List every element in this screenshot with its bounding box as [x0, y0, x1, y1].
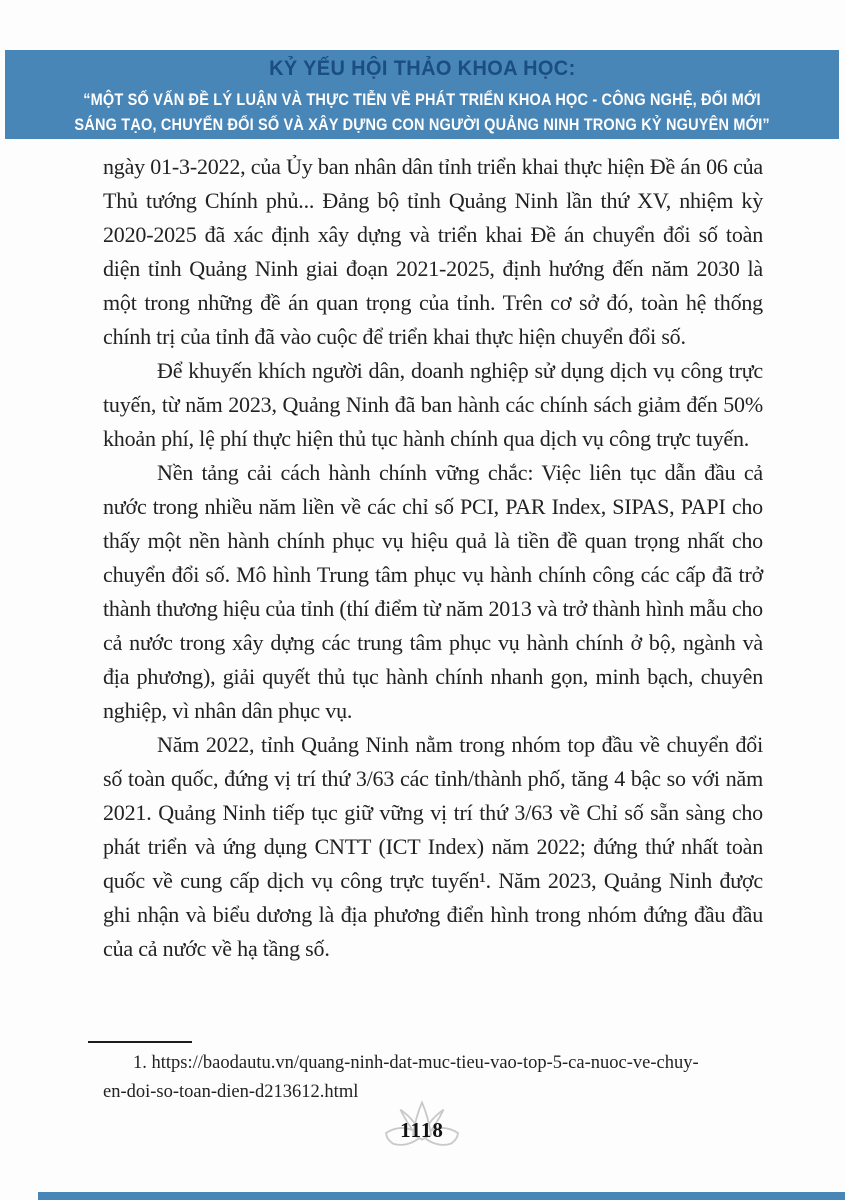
paragraph: Nền tảng cải cách hành chính vững chắc: Việc liên tục dẫn đầu cả nước trong nhiều năm liền về các chỉ số PCI, PAR Index, SIPAS, PAPI cho thấy một nền hành chính phục vụ hiệu quả là tiền đề quan trọng nhất cho chuyển đổi số. Mô hình Trung tâm phục vụ hành chính công các cấp đã trở thành thương hiệu của tỉnh (thí điểm từ năm 2013 và trở thành hình mẫu cho cả nước trong xây dựng các trung tâm phục vụ hành chính ở bộ, ngành và địa phương), giải quyết thủ tục hành chính nhanh gọn, minh bạch, chuyên nghiệp, vì nhân dân phục vụ.: [103, 460, 763, 723]
footnote-url-line1: 1. https://baodautu.vn/quang-ninh-dat-muc-tieu-vao-top-5-ca-nuoc-ve-chuy-: [133, 1053, 699, 1073]
page-number: 1118: [400, 1118, 444, 1142]
paragraph-continuation: ngày 01-3-2022, của Ủy ban nhân dân tỉnh triển khai thực hiện Đề án 06 của Thủ tướng Chính phủ... Đảng bộ tỉnh Quảng Ninh lần thứ XV, nhiệm kỳ 2020-2025 đã xác định xây dựng và triển khai Đề án chuyển đổi số toàn diện tỉnh Quảng Ninh giai đoạn 2021-2025, định hướng đến năm 2030 là một trong những đề án quan trọng của tỉnh. Trên cơ sở đó, toàn hệ thống chính trị của tỉnh đã vào cuộc để triển khai thực hiện chuyển đổi số.: [103, 154, 763, 349]
header-title-line1: KỶ YẾU HỘI THẢO KHOA HỌC:: [268, 57, 576, 80]
bottom-decorative-bar: [38, 1192, 845, 1200]
header-title-line2: “MỘT SỐ VẤN ĐỀ LÝ LUẬN VÀ THỰC TIỄN VỀ PHÁT TRIỂN KHOA HỌC - CÔNG NGHỆ, ĐỔI MỚI: [83, 91, 761, 109]
header-title-line3: SÁNG TẠO, CHUYỂN ĐỔI SỐ VÀ XÂY DỰNG CON NGƯỜI QUẢNG NINH TRONG KỶ NGUYÊN MỚI”: [74, 116, 770, 134]
conference-header-banner: [5, 50, 839, 139]
page-number-block: [352, 1098, 492, 1156]
body-text: [103, 150, 763, 966]
footnote-divider: [88, 1041, 192, 1043]
footnote-url-line2: en-doi-so-toan-dien-d213612.html: [103, 1082, 359, 1102]
paragraph: Năm 2022, tỉnh Quảng Ninh nằm trong nhóm top đầu về chuyển đổi số toàn quốc, đứng vị trí thứ 3/63 các tỉnh/thành phố, tăng 4 bậc so với năm 2021. Quảng Ninh tiếp tục giữ vững vị trí thứ 3/63 về Chỉ số sẵn sàng cho phát triển và ứng dụng CNTT (ICT Index) năm 2022; đứng thứ nhất toàn quốc về cung cấp dịch vụ công trực tuyến¹. Năm 2023, Quảng Ninh được ghi nhận và biểu dương là địa phương điển hình trong nhóm đứng đầu đầu của cả nước về hạ tầng số.: [103, 732, 763, 961]
paragraph: Để khuyến khích người dân, doanh nghiệp sử dụng dịch vụ công trực tuyến, từ năm 2023, Quảng Ninh đã ban hành các chính sách giảm đến 50% khoản phí, lệ phí thực hiện thủ tục hành chính qua dịch vụ công trực tuyến.: [103, 358, 763, 451]
